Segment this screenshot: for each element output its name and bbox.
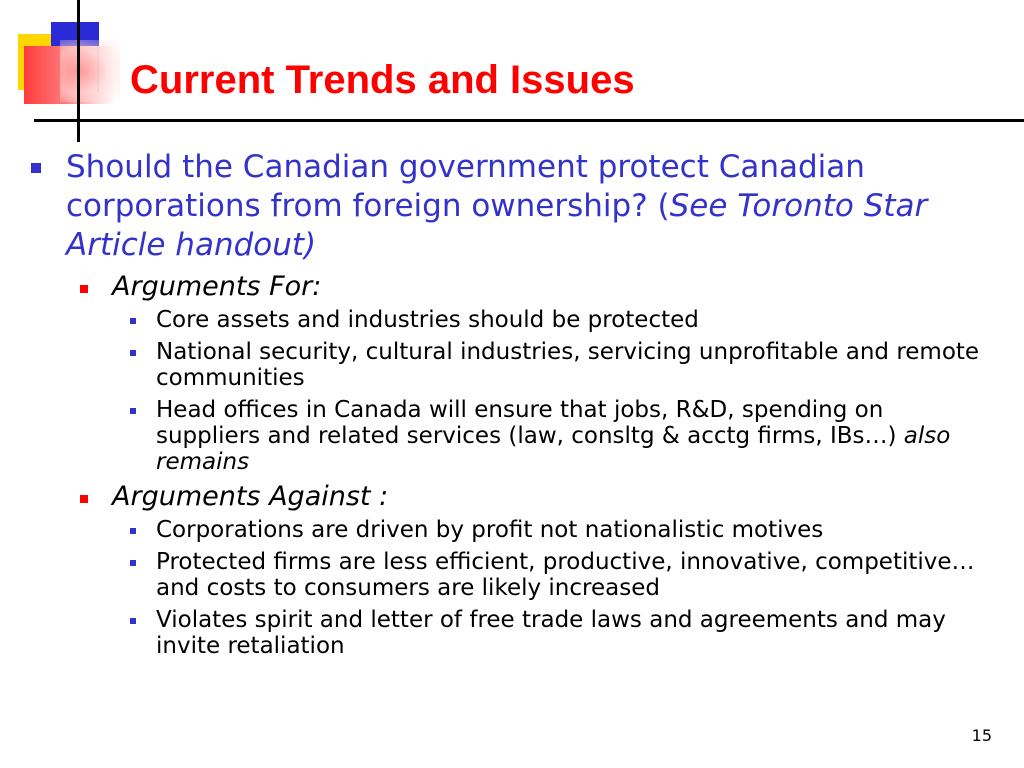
list-item-text: Protected firms are less efficient, productive, innovative, competitive… and costs to consumers are likely increased [156, 549, 975, 601]
arguments-against-heading [0, 480, 1024, 514]
list-item-text: Core assets and industries should be protected [156, 307, 699, 333]
arguments-for-heading [0, 270, 1024, 304]
square-bullet-icon [130, 560, 136, 566]
square-bullet-icon [130, 318, 136, 324]
list-item [0, 397, 1024, 475]
square-bullet-icon [80, 285, 88, 293]
list-item-text: Head offices in Canada will ensure that jobs, R&D, spending on suppliers and related services (law, consltg & acctg firms, IBs…) [156, 397, 904, 449]
horizontal-rule [34, 119, 1024, 122]
page-number: 15 [971, 726, 992, 745]
list-item-text: National security, cultural industries, servicing unprofitable and remote communities [156, 339, 980, 391]
arguments-against-heading-text: Arguments Against : [112, 481, 389, 512]
list-item [0, 549, 1024, 601]
list-item [0, 339, 1024, 391]
square-bullet-icon [80, 495, 88, 503]
slide-title: Current Trends and Issues [130, 58, 635, 102]
square-bullet-icon [130, 528, 136, 534]
main-point-text: Should the Canadian government protect Canadian corporations from foreign ownership? ( [66, 149, 865, 224]
square-bullet-icon [31, 163, 41, 173]
main-point [0, 148, 1024, 265]
list-item-text: Corporations are driven by profit not nationalistic motives [156, 517, 824, 543]
list-item [0, 307, 1024, 333]
square-bullet-icon [130, 618, 136, 624]
square-bullet-icon [130, 408, 136, 414]
corner-graphic-red-glow [60, 40, 120, 102]
arguments-for-heading-text: Arguments For: [112, 271, 322, 302]
slide-body [0, 148, 1024, 659]
list-item [0, 517, 1024, 543]
list-item [0, 607, 1024, 659]
main-point-italic-text: See Toronto Star Article handout) [66, 188, 928, 263]
square-bullet-icon [130, 350, 136, 356]
list-item-italic-text: also remains [156, 423, 951, 475]
list-item-text: Violates spirit and letter of free trade laws and agreements and may invite retaliation [156, 607, 946, 659]
